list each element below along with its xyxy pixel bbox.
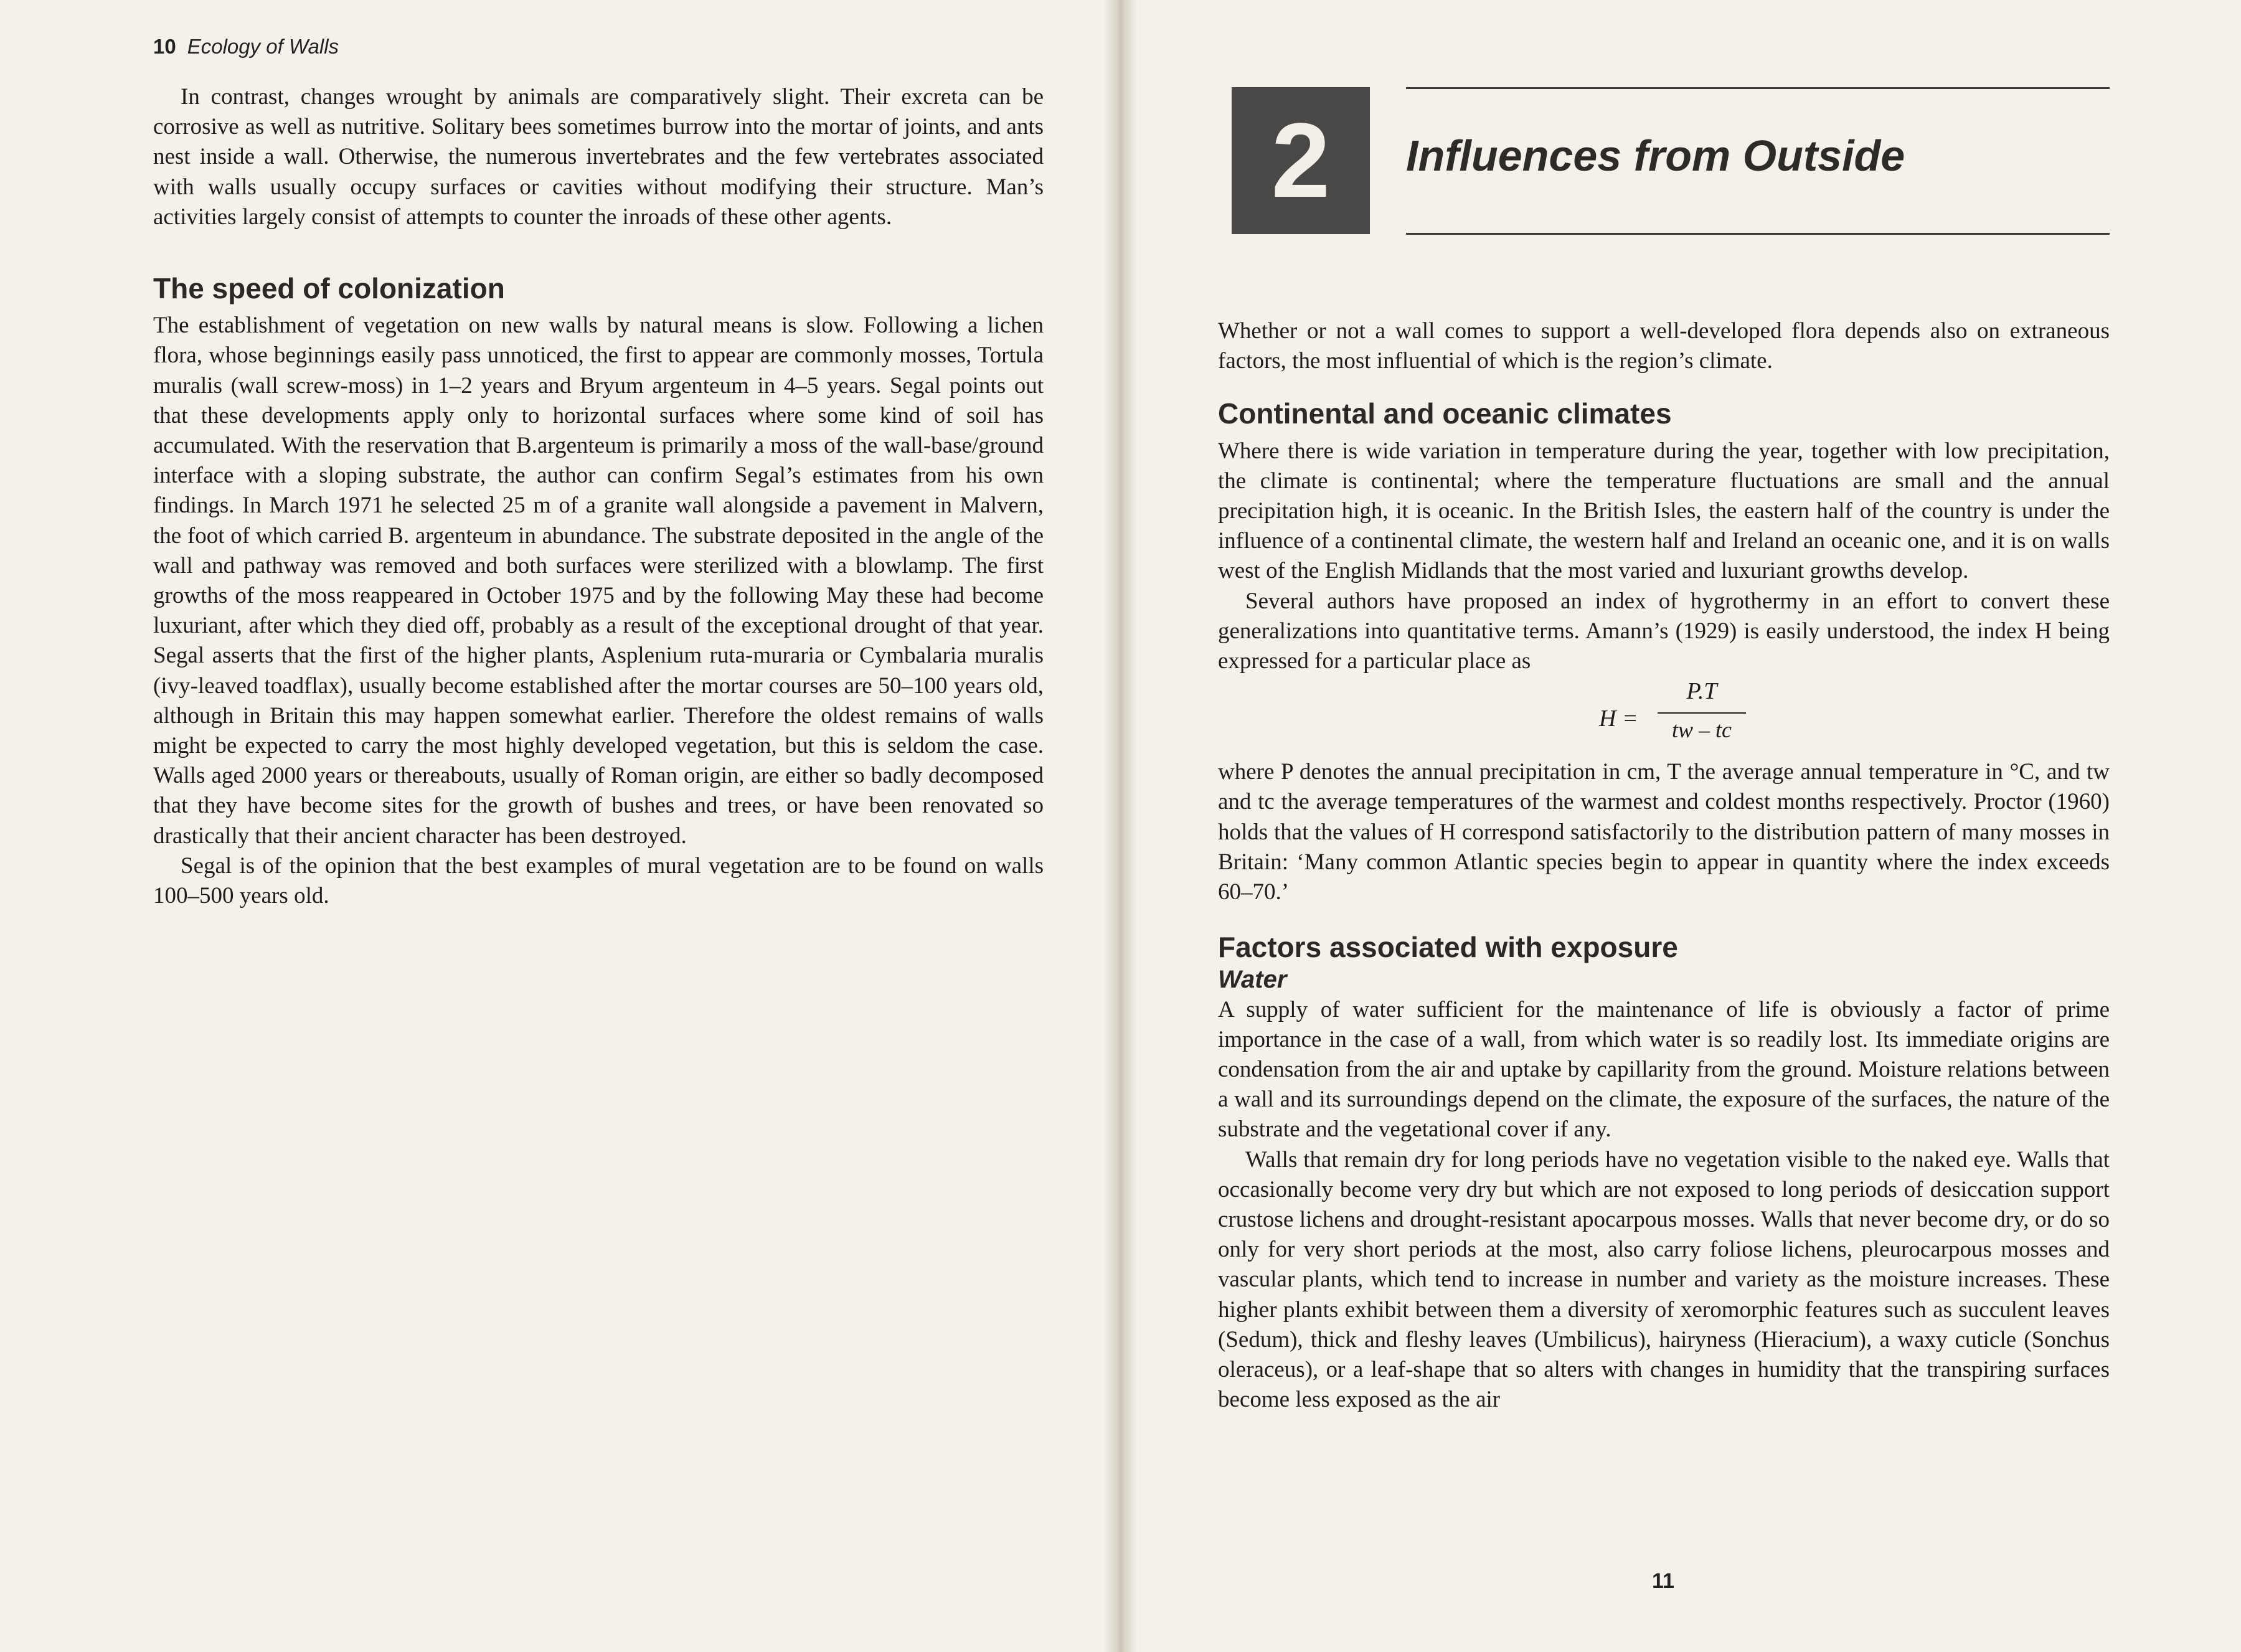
colonization-paragraph-1: The establishment of vegetation on new walls by natural means is slow. Following a lichen flora, whose beginnings easily pass unnoticed, the first to appear are commonly mosses, Tortula muralis (wall screw-moss) in 1–2 years and Bryum argenteum in 4–5 years. Segal points out that these developments apply only to horizontal surfaces where some kind of soil has accumulated. With the reservation that B.argenteum is primarily a moss of the wall-base/ground interface with a sloping substrate, the author can confirm Segal’s estimates from his own findings. In March 1971 he selected 25 m of a granite wall alongside a pavement in Malvern, the foot of which carried B. argenteum in abundance. The substrate deposited in the angle of the wall and pathway was removed and both surfaces were sterilized with a blowlamp. The first growths of the moss reappeared in October 1975 and by the following May these had become luxuriant, after which they died off, probably as a result of the exceptional drought of that year. Segal asserts that the first of the higher plants, Asplenium ruta-muraria or Cymbalaria muralis (ivy-leaved toadflax), usually become established after the mortar courses are 50–100 years old, although in Britain this may happen somewhat earlier. Therefore the oldest remains of walls might be expected to carry the most highly developed vegetation, but this is seldom the case. Walls aged 2000 years or thereabouts, usually of Roman origin, are either so badly decomposed that they have become sites for the growth of bushes and trees, or have been renovated so drastically that their ancient character has been destroyed. — [153, 313, 1044, 849]
water-paragraph-2: Walls that remain dry for long periods have no vegetation visible to the naked eye. Walls that occasionally become very dry but which are not exposed to long periods of desiccation support crustose lichens and drought-resistant apocarpous mosses. Walls that never become dry, or do so only for very short periods at the most, also carry foliose lichens, pleurocarpous mosses and vascular plants, which tend to increase in number and variety as the moisture increases. These higher plants exhibit between them a diversity of xeromorphic features such as succulent leaves (Sedum), thick and fleshy leaves (Umbilicus), hairyness (Hieracium), a waxy cuticle (Sonchus oleraceus), or a leaf-shape that so alters with changes in humidity that the transpiring surfaces become less exposed as the air — [1218, 1146, 2110, 1413]
running-title: Ecology of Walls — [187, 35, 339, 58]
subheading-water: Water — [1218, 966, 1287, 994]
chapter-intro-paragraph: Whether or not a wall comes to support a well-developed flora depends also on extraneous factors, the most influential of which is the region’s climate. — [1218, 318, 2110, 374]
formula-fraction-bar — [1658, 712, 1746, 714]
climates-paragraph-1: Where there is wide variation in temperature during the year, together with low precipitation, the climate is continental; where the temperature fluctuations are small and the annual precipitation high, it is oceanic. In the British Isles, the eastern half of the country is under the influence of a continental climate, the western half and Ireland an oceanic one, and it is on walls west of the English Midlands that the most varied and luxuriant growths develop. — [1218, 438, 2110, 584]
running-head — [153, 35, 339, 59]
section-heading-exposure: Factors associated with exposure — [1218, 931, 1678, 964]
chapter-rule-bottom — [1406, 233, 2110, 235]
formula-lhs: H = — [1599, 706, 1638, 732]
climates-paragraph-2: Several authors have proposed an index of hygrothermy in an effort to convert these generalizations into quantitative terms. Amann’s (1929) is easily understood, the index H being expressed for a particular place as — [1218, 588, 2110, 674]
right-column — [1218, 316, 2110, 1415]
left-page — [0, 0, 1103, 1652]
water-paragraph-1: A supply of water sufficient for the maintenance of life is obviously a factor of prime importance in the case of a wall, from which water is so readily lost. Its immediate origins are condensation from the air and uptake by capillarity from the ground. Moisture relations between a wall and its surroundings depend on the climate, the exposure of the surfaces, the nature of the substrate and the vegetational cover if any. — [1218, 996, 2110, 1143]
chapter-title: Influences from Outside — [1406, 131, 1905, 180]
left-page-number: 10 — [153, 35, 176, 58]
section-heading-climates: Continental and oceanic climates — [1218, 397, 1672, 430]
right-page-number: 11 — [1652, 1569, 1674, 1593]
section-heading-colonization: The speed of colonization — [153, 272, 505, 305]
climates-paragraph-3: where P denotes the annual precipitation in cm, T the average annual temperature in °C, and tw and tc the average temperatures of the warmest and coldest months respectively. Proctor (1960) holds that the values of H correspond satisfactorily to the distribution pattern of many mosses in Britain: ‘Many common Atlantic species begin to appear in quantity where the index exceeds 60–70.’ — [1218, 759, 2110, 905]
left-column — [153, 82, 1044, 911]
intro-paragraph: In contrast, changes wrought by animals are comparatively slight. Their excreta can be corrosive as well as nutritive. Solitary bees sometimes burrow into the mortar of joints, and ants nest inside a wall. Otherwise, the numerous invertebrates and the few vertebrates associated with walls usually occupy surfaces or cavities without modifying their structure. Man’s activities largely consist of attempts to counter the inroads of these other agents. — [153, 84, 1044, 230]
colonization-paragraph-2: Segal is of the opinion that the best examples of mural vegetation are to be found on walls 100–500 years old. — [153, 852, 1044, 909]
book-gutter — [1103, 0, 1138, 1652]
chapter-rule-top — [1406, 87, 2110, 89]
formula-denominator: tw – tc — [1672, 717, 1732, 743]
hygrothermy-formula — [1218, 676, 2110, 757]
chapter-number-box: 2 — [1232, 87, 1370, 234]
formula-numerator: P.T — [1686, 678, 1717, 705]
